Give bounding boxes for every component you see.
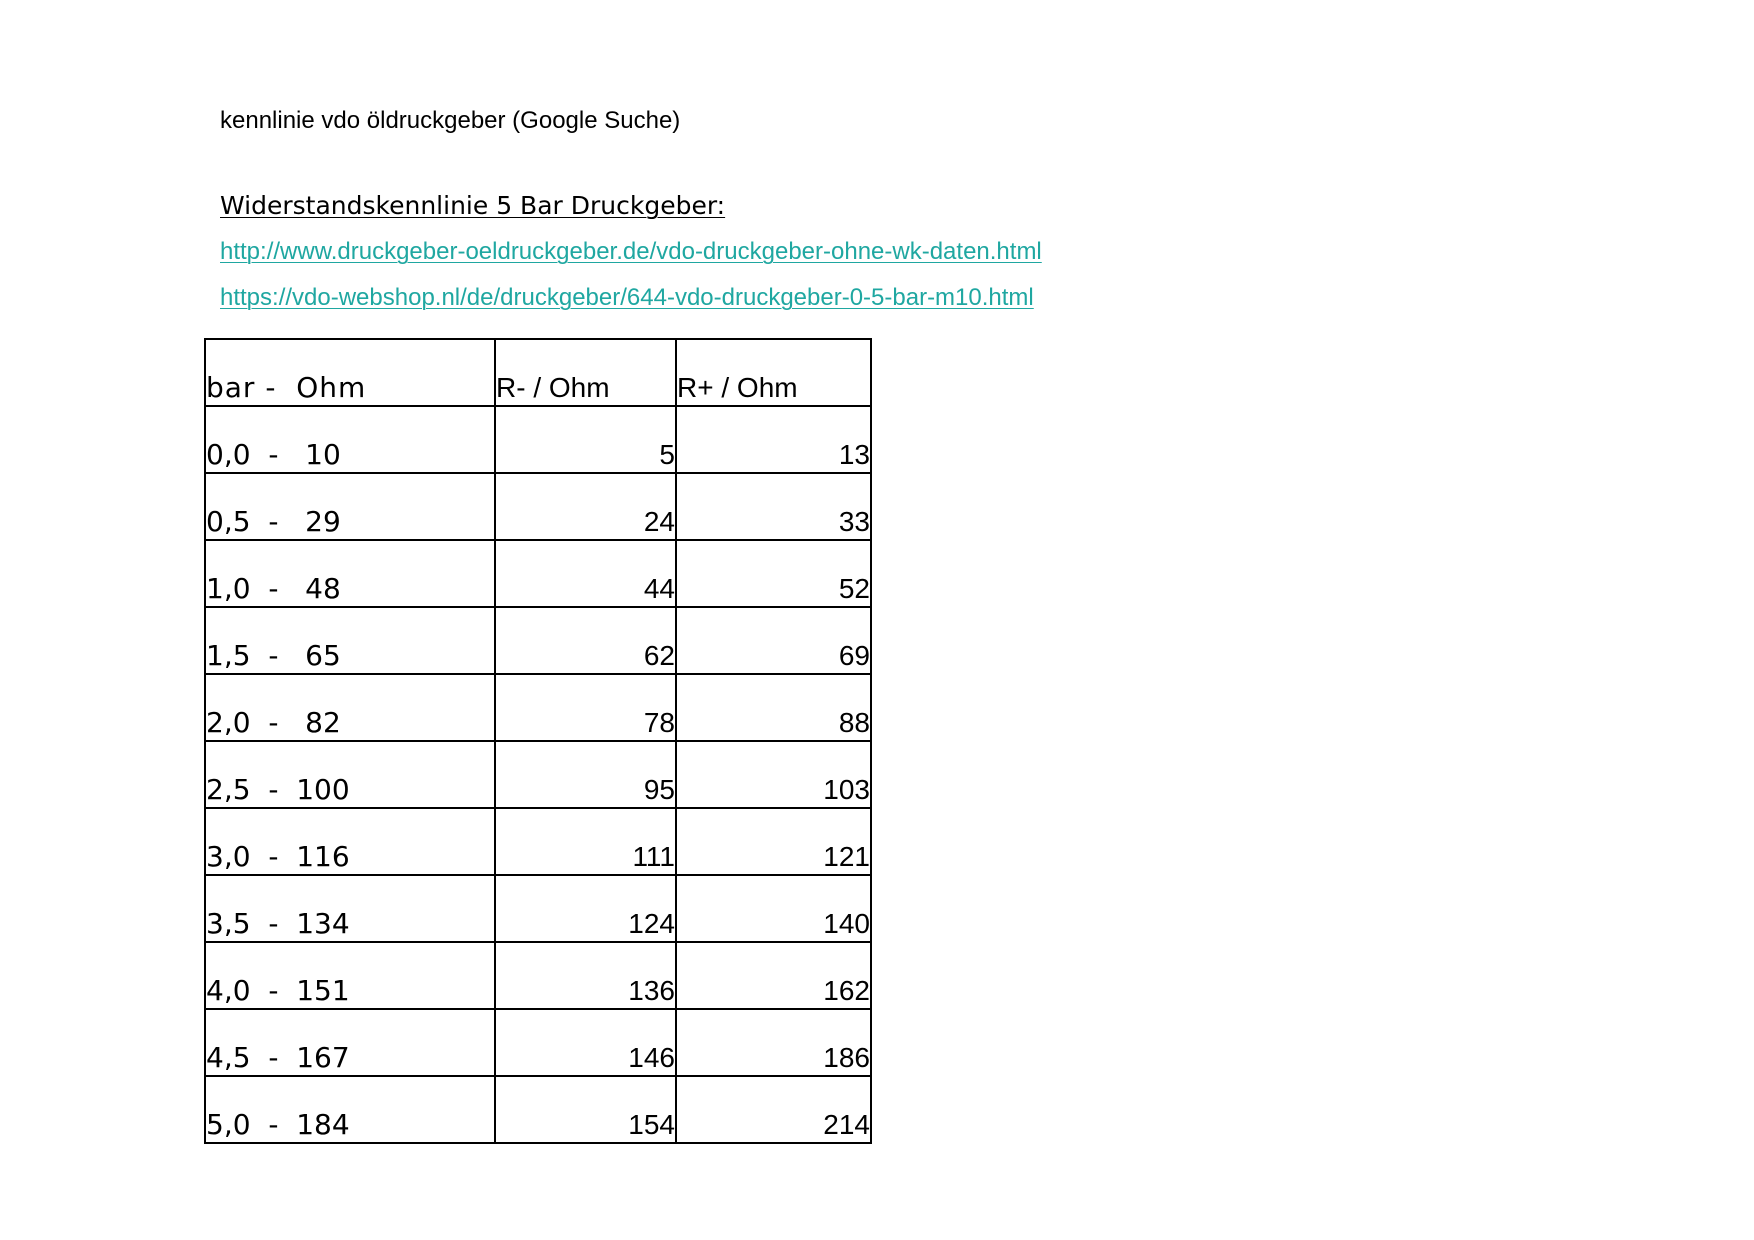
cell-bar-ohm: 3,5 - 134 <box>205 875 495 942</box>
table-row <box>205 1076 871 1143</box>
table-body <box>205 406 871 1143</box>
cell-r-plus: 103 <box>676 741 871 808</box>
cell-r-plus: 214 <box>676 1076 871 1143</box>
cell-bar-ohm: 4,5 - 167 <box>205 1009 495 1076</box>
header-bar-ohm: bar - Ohm <box>205 339 495 406</box>
cell-r-plus: 186 <box>676 1009 871 1076</box>
cell-bar-ohm: 3,0 - 116 <box>205 808 495 875</box>
table-row <box>205 473 871 540</box>
cell-r-minus: 124 <box>495 875 676 942</box>
table-row <box>205 741 871 808</box>
table-row <box>205 540 871 607</box>
cell-bar-ohm: 1,0 - 48 <box>205 540 495 607</box>
table-row <box>205 674 871 741</box>
cell-bar-ohm: 4,0 - 151 <box>205 942 495 1009</box>
cell-r-minus: 154 <box>495 1076 676 1143</box>
table-row <box>205 406 871 473</box>
cell-bar-ohm: 0,0 - 10 <box>205 406 495 473</box>
table-row <box>205 607 871 674</box>
cell-r-plus: 121 <box>676 808 871 875</box>
cell-bar-ohm: 0,5 - 29 <box>205 473 495 540</box>
cell-r-minus: 24 <box>495 473 676 540</box>
cell-r-plus: 52 <box>676 540 871 607</box>
cell-bar-ohm: 1,5 - 65 <box>205 607 495 674</box>
cell-r-minus: 44 <box>495 540 676 607</box>
cell-bar-ohm: 2,5 - 100 <box>205 741 495 808</box>
cell-r-minus: 111 <box>495 808 676 875</box>
search-note: kennlinie vdo öldruckgeber (Google Suche) <box>220 107 681 134</box>
table-row <box>205 942 871 1009</box>
table-row <box>205 808 871 875</box>
cell-r-minus: 136 <box>495 942 676 1009</box>
cell-r-plus: 69 <box>676 607 871 674</box>
cell-r-plus: 88 <box>676 674 871 741</box>
cell-r-plus: 140 <box>676 875 871 942</box>
table-row <box>205 875 871 942</box>
resistance-table <box>204 338 872 1144</box>
cell-r-plus: 162 <box>676 942 871 1009</box>
cell-bar-ohm: 5,0 - 184 <box>205 1076 495 1143</box>
cell-r-minus: 62 <box>495 607 676 674</box>
document-heading: Widerstandskennlinie 5 Bar Druckgeber: <box>220 191 726 220</box>
cell-bar-ohm: 2,0 - 82 <box>205 674 495 741</box>
cell-r-minus: 95 <box>495 741 676 808</box>
cell-r-plus: 33 <box>676 473 871 540</box>
cell-r-minus: 146 <box>495 1009 676 1076</box>
table-header-row <box>205 339 871 406</box>
table-row <box>205 1009 871 1076</box>
header-r-plus: R+ / Ohm <box>676 339 871 406</box>
cell-r-minus: 5 <box>495 406 676 473</box>
link-vdo-webshop[interactable]: https://vdo-webshop.nl/de/druckgeber/644-vdo-druckgeber-0-5-bar-m10.html <box>220 284 1034 311</box>
header-r-minus: R- / Ohm <box>495 339 676 406</box>
link-druckgeber-oeldruckgeber[interactable]: http://www.druckgeber-oeldruckgeber.de/vdo-druckgeber-ohne-wk-daten.html <box>220 238 1042 265</box>
cell-r-minus: 78 <box>495 674 676 741</box>
cell-r-plus: 13 <box>676 406 871 473</box>
